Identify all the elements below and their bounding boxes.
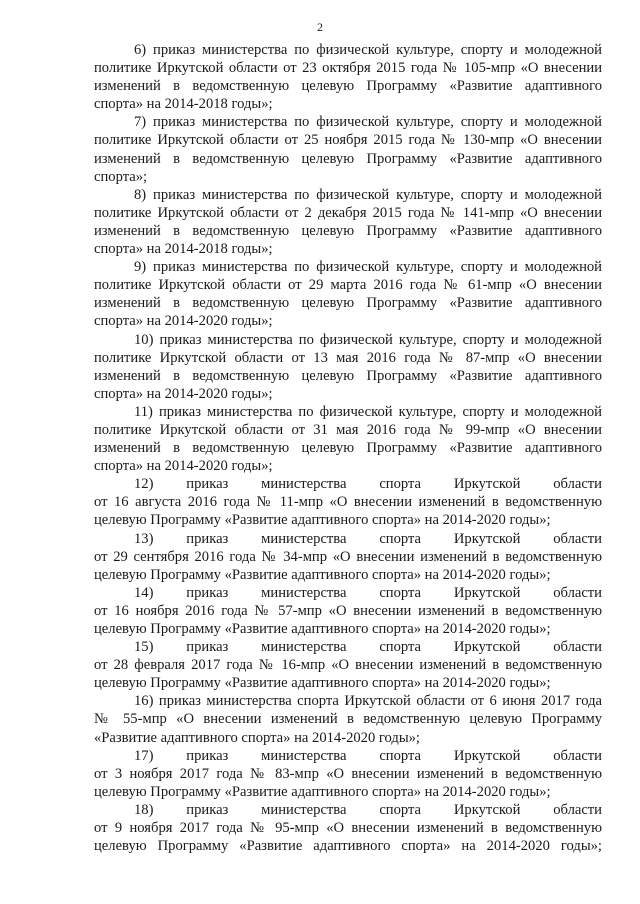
text-line: 14) приказ министерства спорта Иркутской области — [134, 584, 602, 601]
text-line: 8) приказ министерства по физической культуре, спорту и молодежной — [134, 186, 602, 203]
text-line: политике Иркутской области от 25 ноября 2015 года № 130-мпр «О внесении — [94, 132, 602, 149]
text-line: целевую Программу «Развитие адаптивного спорта» на 2014-2020 годы»; — [94, 566, 551, 583]
text-line: 13) приказ министерства спорта Иркутской области — [134, 530, 602, 547]
text-line: изменений в ведомственную целевую Программу «Развитие адаптивного — [94, 440, 602, 457]
text-line: изменений в ведомственную целевую Программу «Развитие адаптивного — [94, 78, 602, 95]
text-line: 17) приказ министерства спорта Иркутской области — [134, 747, 602, 764]
text-line: спорта»; — [94, 168, 148, 185]
text-line: изменений в ведомственную целевую Программу «Развитие адаптивного — [94, 222, 602, 239]
text-line: политике Иркутской области от 31 мая 2016 года № 99-мпр «О внесении — [94, 421, 602, 438]
text-line: 7) приказ министерства по физической культуре, спорту и молодежной — [134, 114, 602, 131]
text-line: № 55-мпр «О внесении изменений в ведомственную целевую Программу — [94, 711, 602, 728]
text-line: изменений в ведомственную целевую Программу «Развитие адаптивного — [94, 367, 602, 384]
text-line: от 16 августа 2016 года № 11-мпр «О внесении изменений в ведомственную — [94, 494, 602, 511]
page-number: 2 — [317, 20, 323, 34]
text-line: спорта» на 2014-2020 годы»; — [94, 313, 273, 330]
text-line: целевую Программу «Развитие адаптивного спорта» на 2014-2020 годы»; — [94, 675, 551, 692]
text-line: 12) приказ министерства спорта Иркутской области — [134, 476, 602, 493]
text-line: 11) приказ министерства по физической культуре, спорту и молодежной — [134, 403, 602, 420]
text-line: от 9 ноября 2017 года № 95-мпр «О внесении изменений в ведомственную — [94, 820, 602, 837]
text-line: спорта» на 2014-2018 годы»; — [94, 96, 273, 113]
text-line: 10) приказ министерства по физической культуре, спорту и молодежной — [134, 331, 602, 348]
text-line: изменений в ведомственную целевую Программу «Развитие адаптивного — [94, 150, 602, 167]
text-line: политике Иркутской области от 2 декабря 2015 года № 141-мпр «О внесении — [94, 204, 602, 221]
text-line: 6) приказ министерства по физической культуре, спорту и молодежной — [134, 42, 602, 58]
text-line: целевую Программу «Развитие адаптивного спорта» на 2014-2020 годы»; — [94, 838, 602, 855]
text-line: спорта» на 2014-2018 годы»; — [94, 241, 273, 258]
text-line: 9) приказ министерства по физической культуре, спорту и молодежной — [134, 259, 602, 276]
document-body — [94, 41, 602, 855]
text-line: спорта» на 2014-2020 годы»; — [94, 385, 273, 402]
text-line: «Развитие адаптивного спорта» на 2014-2020 годы»; — [94, 729, 420, 746]
text-line: 18) приказ министерства спорта Иркутской области — [134, 801, 602, 818]
text-line: спорта» на 2014-2020 годы»; — [94, 458, 273, 475]
text-line: политике Иркутской области от 13 мая 2016 года № 87-мпр «О внесении — [94, 349, 602, 366]
text-line: изменений в ведомственную целевую Программу «Развитие адаптивного — [94, 295, 602, 312]
text-line: 16) приказ министерства спорта Иркутской области от 6 июня 2017 года — [134, 693, 602, 710]
text-line: целевую Программу «Развитие адаптивного спорта» на 2014-2020 годы»; — [94, 512, 551, 529]
text-line: политике Иркутской области от 29 марта 2016 года № 61-мпр «О внесении — [94, 277, 602, 294]
text-line: целевую Программу «Развитие адаптивного спорта» на 2014-2020 годы»; — [94, 621, 551, 637]
text-line: политике Иркутской области от 23 октября 2015 года № 105-мпр «О внесении — [94, 60, 602, 77]
text-line: 15) приказ министерства спорта Иркутской области — [134, 639, 602, 656]
text-line: от 28 февраля 2017 года № 16-мпр «О внесении изменений в ведомственную — [94, 657, 602, 674]
text-line: от 29 сентября 2016 года № 34-мпр «О внесении изменений в ведомственную — [94, 548, 602, 565]
text-line: от 3 ноября 2017 года № 83-мпр «О внесении изменений в ведомственную — [94, 765, 602, 782]
text-line: целевую Программу «Развитие адаптивного спорта» на 2014-2020 годы»; — [94, 783, 551, 800]
text-line: от 16 ноября 2016 года № 57-мпр «О внесении изменений в ведомственную — [94, 602, 602, 619]
